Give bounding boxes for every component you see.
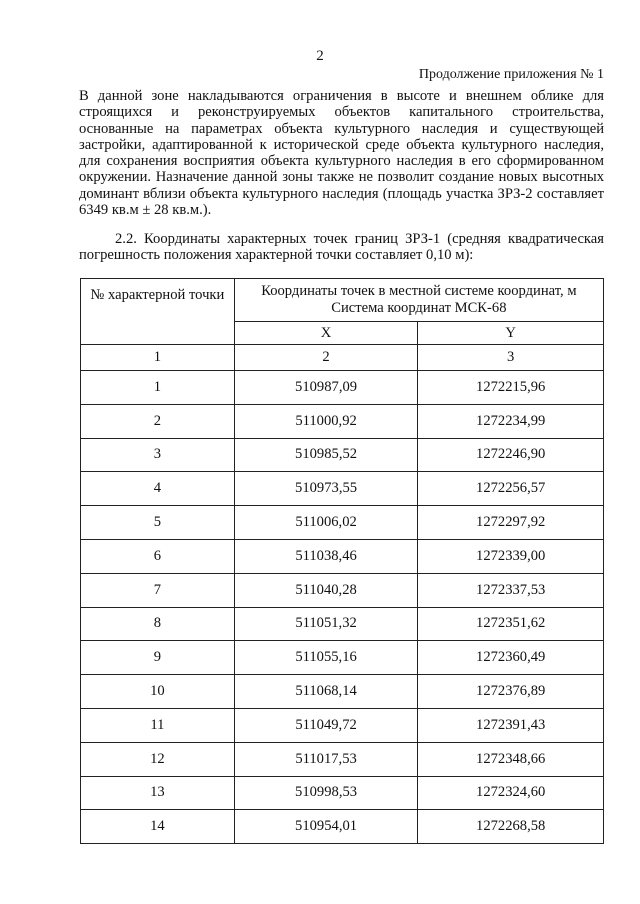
- x-coordinate-cell: 511051,32: [234, 607, 418, 641]
- y-coordinate-cell: 1272234,99: [418, 404, 604, 438]
- table-row: [81, 708, 604, 742]
- table-row: [81, 506, 604, 540]
- column-index-cell: 2: [234, 345, 418, 371]
- point-number-cell: 12: [81, 742, 235, 776]
- y-coordinate-cell: 1272246,90: [418, 438, 604, 472]
- section-2-2-paragraph: 2.2. Координаты характерных точек границ ЗРЗ-1 (средняя квадратическая погрешность положения характерной точки составляет 0,10 м):: [79, 231, 604, 264]
- point-number-cell: 5: [81, 506, 235, 540]
- x-coordinate-cell: 511038,46: [234, 539, 418, 573]
- x-coordinate-cell: 511049,72: [234, 708, 418, 742]
- x-coordinate-cell: 510973,55: [234, 472, 418, 506]
- point-number-cell: 11: [81, 708, 235, 742]
- point-number-cell: 3: [81, 438, 235, 472]
- table-row: [81, 641, 604, 675]
- y-coordinate-cell: 1272337,53: [418, 573, 604, 607]
- x-coordinate-cell: 511000,92: [234, 404, 418, 438]
- x-header: X: [234, 322, 418, 345]
- y-coordinate-cell: 1272348,66: [418, 742, 604, 776]
- y-coordinate-cell: 1272256,57: [418, 472, 604, 506]
- coordinates-header: [234, 279, 603, 322]
- coordinates-system-line: Система координат МСК-68: [331, 300, 507, 316]
- y-coordinate-cell: 1272215,96: [418, 371, 604, 405]
- table-row: [81, 539, 604, 573]
- page-number: 2: [316, 48, 324, 64]
- table-row: [81, 607, 604, 641]
- y-coordinate-cell: 1272351,62: [418, 607, 604, 641]
- table-row: [81, 438, 604, 472]
- column-index-row: [81, 345, 604, 371]
- table-row: [81, 573, 604, 607]
- y-coordinate-cell: 1272268,58: [418, 810, 604, 844]
- x-coordinate-cell: 511017,53: [234, 742, 418, 776]
- y-header: Y: [418, 322, 604, 345]
- table-row: [81, 742, 604, 776]
- zone-description-paragraph: В данной зоне накладываются ограничения в высоте и внешнем облике для строящихся и реконструируемых объектов капитального строительства, основанные на параметрах объекта культурного наследия и существующей застройки, адаптированной к исторической среде объекта культурного наследия, для сохранения восприятия объекта культурного наследия в его сформированном окружении. Назначение данной зоны также не позволит создание новых высотных доминант вблизи объекта культурного наследия (площадь участка ЗРЗ-2 составляет 6349 кв.м ± 28 кв.м.).: [79, 88, 604, 219]
- y-coordinate-cell: 1272324,60: [418, 776, 604, 810]
- table-row: [81, 371, 604, 405]
- point-number-cell: 4: [81, 472, 235, 506]
- coordinates-header-line1: Координаты точек в местной системе координат, м: [261, 283, 577, 299]
- x-coordinate-cell: 510985,52: [234, 438, 418, 472]
- coordinates-table: [80, 278, 604, 844]
- point-number-header: № характерной точки: [81, 279, 235, 345]
- table-header-row: [81, 279, 604, 322]
- point-number-cell: 7: [81, 573, 235, 607]
- y-coordinate-cell: 1272360,49: [418, 641, 604, 675]
- x-coordinate-cell: 510987,09: [234, 371, 418, 405]
- y-coordinate-cell: 1272297,92: [418, 506, 604, 540]
- appendix-continuation-label: Продолжение приложения № 1: [418, 67, 604, 82]
- x-coordinate-cell: 510998,53: [234, 776, 418, 810]
- point-number-cell: 2: [81, 404, 235, 438]
- point-number-cell: 14: [81, 810, 235, 844]
- point-number-cell: 9: [81, 641, 235, 675]
- table-row: [81, 810, 604, 844]
- column-index-cell: 3: [418, 345, 604, 371]
- x-coordinate-cell: 511068,14: [234, 675, 418, 709]
- y-coordinate-cell: 1272391,43: [418, 708, 604, 742]
- column-index-cell: 1: [81, 345, 235, 371]
- x-coordinate-cell: 511040,28: [234, 573, 418, 607]
- x-coordinate-cell: 510954,01: [234, 810, 418, 844]
- point-number-cell: 13: [81, 776, 235, 810]
- x-coordinate-cell: 511055,16: [234, 641, 418, 675]
- point-number-cell: 1: [81, 371, 235, 405]
- y-coordinate-cell: 1272339,00: [418, 539, 604, 573]
- table-row: [81, 472, 604, 506]
- table-row: [81, 675, 604, 709]
- point-number-cell: 10: [81, 675, 235, 709]
- point-number-cell: 6: [81, 539, 235, 573]
- table-row: [81, 404, 604, 438]
- y-coordinate-cell: 1272376,89: [418, 675, 604, 709]
- point-number-cell: 8: [81, 607, 235, 641]
- table-row: [81, 776, 604, 810]
- x-coordinate-cell: 511006,02: [234, 506, 418, 540]
